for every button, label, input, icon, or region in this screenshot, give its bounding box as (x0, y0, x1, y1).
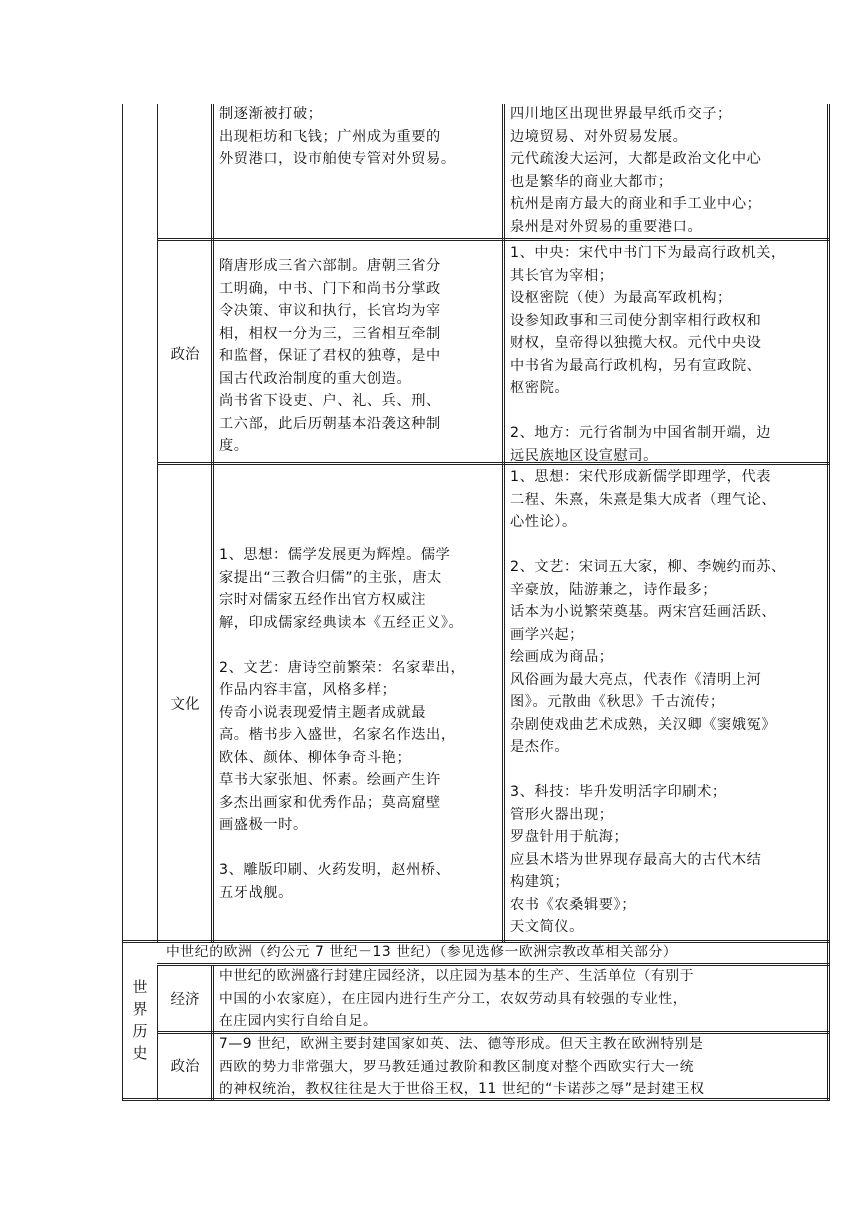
world-economy-label: 经济 (170, 992, 200, 1008)
culture-label: 文化 (170, 697, 200, 713)
table-border-right (827, 104, 830, 1100)
column-divider-label (211, 104, 214, 942)
economy-song-yuan-text: 四川地区出现世界最早纸币交子； 边境贸易、对外贸易发展。 元代疏浚大运河，大都是政治文化中心 也是繁华的商业大都市； 杭州是南方最大的商业和手工业中心； 泉州是对外贸易的重要港口。 (510, 106, 762, 235)
medieval-europe-heading: 中世纪的欧洲（约公元 7 世纪－13 世纪）（参见选修一欧洲宗教改革相关部分） (166, 944, 678, 960)
politics-sui-tang-text: 隋唐形成三省六部制。唐朝三省分 工明确，中书、门下和尚书分掌政 令决策、审议和执行，长官均为宰 相，相权一分为三，三省相互牵制 和监督，保证了君权的独尊，是中 国古代政治制度的重大创造。 尚书省下设吏、户、礼、兵、刑、 工六部，此后历朝基本沿袭这种制 度。 (219, 258, 441, 454)
row-divider-economy (157, 238, 830, 241)
culture-song-yuan-text: 1、思想：宋代形成新儒学即理学，代表 二程、朱熹，朱熹是集大成者（理气论、 心性论）。 2、文艺：宋词五大家，柳、李婉约而苏、 辛豪放，陆游兼之，诗作最多； 话本为小说繁荣奠基。两宋宫廷画活跃、 画学兴起； 绘画成为商品； 风俗画为最大亮点，代表作《清明上河 图》。元散曲《秋思》千古流传； 杂剧使戏曲艺术成熟，关汉卿《窦娥冤》 是杰作。 3、科技：毕升发明活字印刷术； 管形火器出现； 罗盘针用于航海； 应县木塔为世界现存最高大的古代木结 构建筑； 农书《农桑辑要》； 天文简仪。 (510, 469, 786, 935)
world-economy-text: 中世纪的欧洲盛行封建庄园经济，以庄园为基本的生产、生活单位（有别于 中国的小农家庭），在庄园内进行生产分工，农奴劳动具有较强的专业性， 在庄园内实行自给自足。 (219, 968, 695, 1029)
world-history-label: 世 界 历 史 (132, 978, 148, 1062)
politics-label: 政治 (170, 347, 200, 363)
world-politics-label: 政治 (170, 1059, 200, 1075)
economy-tang-text: 制逐渐被打破； 出现柜坊和飞钱；广州成为重要的 外贸港口，设市舶使专管对外贸易。 (219, 106, 456, 167)
politics-song-yuan-text: 1、中央：宋代中书门下为最高行政机关， 其长官为宰相； 设枢密院（使）为最高军政机构； 设参知政事和三司使分割宰相行政权和 财权，皇帝得以独揽大权。元代中央设 中书省为最高行政机构，另有宣政院、 枢密院。 2、地方：元行省制为中国省制开端，边 远民族地区设宣慰司。 (510, 245, 786, 464)
table-border-left-inner (157, 104, 158, 942)
column-divider-middle (502, 104, 505, 942)
table-border-left-outer (122, 104, 123, 1100)
culture-sui-tang-text: 1、思想：儒学发展更为辉煌。儒学 家提出“三教合归儒”的主张，唐太 宗时对儒家五经作出官方权威注 解，印成儒家经典读本《五经正义》。 2、文艺：唐诗空前繁荣：名家辈出， 作品内容丰富，风格多样； 传奇小说表现爱情主题者成就最 高。楷书步入盛世，名家名作迭出， 欧体、颜体、柳体争奇斗艳； 草书大家张旭、怀素。绘画产生许 多杰出画家和优秀作品；莫高窟壁 画盛极一时。 3、雕版印刷、火药发明，赵州桥、 五牙战舰。 (219, 547, 466, 901)
world-politics-text: 7—9 世纪，欧洲主要封建国家如英、法、德等形成。但天主教在欧洲特别是 西欧的势力非常强大，罗马教廷通过教阶和教区制度对整个西欧实行大一统 的神权统治，教权往往是大于世俗王权，11 世纪的“卡诺莎之辱”是封建王权 (219, 1036, 705, 1097)
